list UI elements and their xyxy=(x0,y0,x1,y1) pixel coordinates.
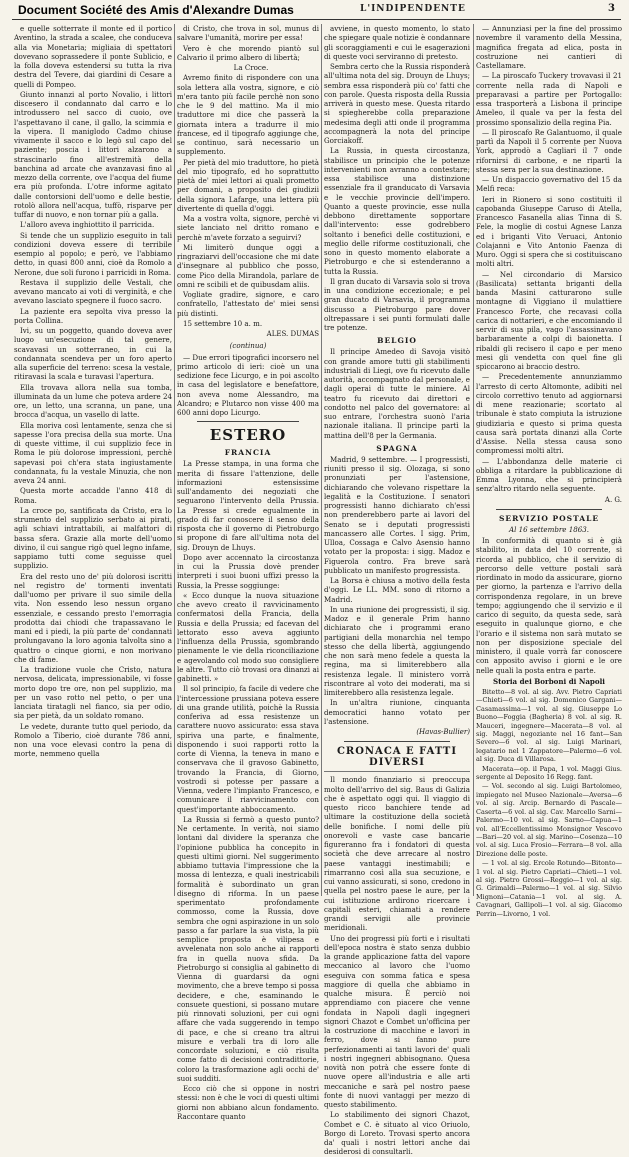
paragraph: Madrid, 9 settembre. — I progressisti, riuniti presso il sig. Olozaga, si sono pronunziati per l'astensione, dichiarando che volevano rispettare la legalità e la Costituzione. I senatori progressisti hanno dichiarato ch'essi non prenderebbero parte ai lavori del Senato se i deputati progressisti mancassero alle Cortes. I sigg. Prim, Ulloa, Cossaga e Calvo Asensio hanno votato per la proposta: i sigg. Madoz e Figuerola contro. Fra breve sarà pubblicato un manifesto progressista. xyxy=(324,454,470,575)
paragraph: Il mondo finanziario si preoccupa molto dell'arrivo del sig. Baus di Galizia che è aspettato oggi qui. Il viaggio di questo ricco banchiere tende ad ultimare la costituzione della società delle bonifiche. I nomi delle più onorevoli e vaste case bancarie figureranno fra i fondatori di questa società che deve arrecare al nostro paese vantaggi inestimabili; e rimarranno così alla sua secuzione, e cui vanno assicurati, si sono, credono in quella pel nostro paese le aure, per la cui istituzione ardirono ricercare i capitali esteri, chiamati a rendere grandi servigii alle provincie meridionali. xyxy=(324,775,470,933)
column-divider xyxy=(174,24,175,896)
paragraph: Uno dei progressi più forti e i risultati dell'epoca nostra è stato senza dubbio la grande applicazione fatta del vapore meccanico al lavoro che l'uomo eseguiva con somma fatica e spesa maggiore di quella che abbiamo in qualche misura. È perciò noi apprendiamo con piacere che venne fondata in Napoli dagli ingegneri signori Chazot e Combet un'officina per la costruzione di macchine e lavori in ferro, dove si fanno pure perfezionamenti ai tanti lavori de' quali i nostri ingegneri abbisognano. Quesa novità non potrà che essere fonte di nuove opere all'industria e alle arti meccaniche e sarà pel nostro paese fonte di nuovi vantaggi per mezzo di questo stabilimento. xyxy=(324,933,470,1109)
column-divider xyxy=(473,24,474,896)
separator xyxy=(496,509,602,510)
paragraph: Bitetto—8 vol. al sig. Avv. Pietro Capriati—Chieti—6 vol. al sig. Domenico Gargani—Casamassima—1 vol. al sig. Giuseppe Lo Buono—Foggia (Bagheria) 8 vol. al sig. R. Mauceri, ingegnere—Macerata—8 vol. al sig. Maggi, negoziante nel 16 fant—San Severo—6 vol. al sig. Luigi Marinari, legatario nel 1 Zappatore—Palermo—6 vol. al sig. Duca di Villarosa. xyxy=(476,688,622,764)
column-1 xyxy=(14,24,172,896)
section-title-spagna: SPAGNA xyxy=(376,443,418,453)
dateline: 15 settembre 10 a. m. xyxy=(183,318,263,328)
paragraph: La Borsa è chiusa a motivo della festa d'oggi. Le LL. MM. sono di ritorno a Madrid. xyxy=(324,576,470,604)
paragraph: Il gran ducato di Varsavia solo si trova in una condizione eccezionale; e pel gran ducato di Varsavia, il programma discusso a Pietroburgo pare dover oltrepassare i sei punti formulati dalle tre potenze. xyxy=(324,276,470,332)
paragraph: — Il piroscafo Re Galantuomo, il quale partì da Napoli il 5 corrente per Nuova York, approdò a Cagliari il 7 onde rifornirsi di carbone, e ne ripartì la stessa sera per la sua destinazione. xyxy=(476,127,622,174)
section-title-estero: ESTERO xyxy=(209,426,287,445)
paragraph: La croce po, santificata da Cristo, era lo strumento del supplizio serbato ai pirati, agli schiavi intrattabili, ai malfattori di bassa sfera. Grazie alla morte dell'uomo divino, il cui sangue rigò quel legno infame, sappiamo tutti come seguisse quel supplizio. xyxy=(14,505,172,571)
paragraph: Mi limiterò dunque oggi a ringraziarvi dell'occasione che mi date d'insegnare al pubblico che posso, come Pico della Mirandola, parlare de omni re scibili et de quibusdam aliis. xyxy=(177,242,319,289)
paragraph: In conformità di quanto si è già stabilito, in data del 10 corrente, si ricorda al pubblico, che il servizio di percorso delle vetture postali sarà riordinato in modo da assicurare, giorno per giorno, la partenza e l'arrivo della corrispondenza regolare, in un breve tempo; aggiungendo che il servizio e il carico di seguito, da questa sede, sarà eseguito in qualunque giorno, e che l'orario e il sistema non sarà mutato se non per disposizione speciale del ministero, il quale vorrà far conoscere con apposito avviso i giorni e le ore nelle quali la posta entra e parte. xyxy=(476,536,622,675)
paragraph: Dopo aver accennato la circostanza in cui la Prussia dovè prender interpreti i suoi buoni uffizi presso la Russia, la Presse soggiunge: xyxy=(177,552,319,590)
paragraph: — Nel circondario di Marsico (Basilicata) settanta briganti della banda Masini catturarono sulle montagne di Viggiano il mulattiere Francesco Forte, che recavasi colla carica di nottarieri, e che encomiando il servir di sua pila, vago l'assassinavano barbaramente a colpi di baionetta. I ribaldi gli recisero il capo e per meno mesi gli vendetta con quel fine gli spiccarono ai braccio destro. xyxy=(476,269,622,371)
paragraph: — Vol. secondo al sig. Luigi Bartolomeo, impiegato nel Museo Nazionale—Aversa—6 vol. al sig. Arcip. Bernardo di Pascale—Caserta—6 vol. al sig. Cav. Marcello Sarni—Palermo—10 vol. al sig. Sarno—Capua—1 vol. all'Eccellentissimo Monsignor Vescovo—Bari—20 vol. al sig. Marino—Cosenza—10 vol. al sig. Luca Frosio—Ferrara—8 vol. alla Direzione delle poste. xyxy=(476,782,622,858)
paragraph: Il sol principio, fa facile di vedere che l'intercessione prussiana poteva essere di una grande utilità, poichè la Russia conferiva ad essa resistenze un carattere nuovo assicurato: essa stava spiriva una parte, e finalmente, disponendo i suoi rapporti rotto la corte di Vienna, la teneva in mano e conservava che il gravoso Gabinetto, trovando la Francia, di Giorno, vostrodi si potesse per passare a Vienna, vedere l'impianto Francesco, e comunicare il riavvicinamento con quest'importante abboccamento. xyxy=(177,684,319,814)
paragraph: Ivi, su un poggetto, quando doveva aver luogo un'esecuzione di tal genere, scavavasi un sotterraneo, in cui la condannata scendeva per un foro aperto alla superficie del terreno: scesa la vestale, ritiravasi la scala e turavasi l'apertura. xyxy=(14,326,172,382)
paragraph: Il principe Amedeo di Savoja visitò con grande amore tutti gli stabilimenti industriali di Liegi, ove fu ricevuto dalle autorità, accompagnato dal personale, e dagli operai di tutte le miniere. Al teatro fu ricevuto dai direttori e condotto nel palco del governatore: al suo entrare, l'orchestra suonò l'aria nazionale italiana. Il principe partì la mattina dell'8 per la Germania. xyxy=(324,347,470,440)
paragraph: In un'altra riunione, cinquanta democratici hanno votato per l'astensione. xyxy=(324,698,470,726)
header-rule xyxy=(12,19,621,20)
column-4 xyxy=(476,24,622,918)
paragraph: Vogliate gradire, signore, e caro confratello, l'attestato de' miei sensi più distinti. xyxy=(177,290,319,318)
paragraph: Ella trovava allora nella sua tomba, illuminata da un lume che poteva ardere 24 ore, un letto, una scranna, un pane, una brocca d'acqua, un vasello di latte. xyxy=(14,382,172,420)
initials: A. G. xyxy=(604,495,622,504)
masthead: L'INDIPENDENTE xyxy=(360,4,466,14)
paragraph: Restava il supplizio delle Vestali, che avevano mancato ai voti di verginità, e che avevano lasciato spegnere il fuoco sacro. xyxy=(14,277,172,306)
separator xyxy=(197,421,299,422)
separator xyxy=(344,741,450,742)
paragraph: — L'abbondanza delle materie ci obbliga a ritardare la pubblicazione di Emma Lyonna, che si principierà senz'altro ritardo nella seguente. xyxy=(476,456,622,494)
paragraph: Si tende che un supplizio eseguito in tali condizioni doveva essere di terribile esempio al popolo; e però, ve l'abbiamo detto, in quasi 800 anni, cioè da Romolo a Nerone, due soli furono i parricidi in Roma. xyxy=(14,230,172,277)
paragraph: Avremo finito di rispondere con una sola lettera alla vostra, signore, e ciò m'era tanto più facile perchè non sono che le 9 del mattino. Ma il mio traduttore mi dice che passerà la giornata intera a tradurre il mio francese, ed il tipografo aggiunge che, se continuo, sarà necessario un supplemento. xyxy=(177,73,319,157)
postal-date: Al 16 settembre 1863. xyxy=(508,524,590,534)
column-2 xyxy=(177,24,319,1121)
subsection-title-storia: Storia dei Borboni di Napoli xyxy=(492,676,606,686)
paragraph: Le vedete, durante tutto quel periodo, da Romolo a Tiberio, cioè durante 786 anni, non una voce elevasi contro la pena di morte, nemmeno quella xyxy=(14,721,172,759)
paragraph: di Cristo, che trova in sol, munus di salvare l'umanità, morire per essa! xyxy=(177,24,319,43)
paragraph: « Ecco dunque la nuova situazione che avevo creato il ravvicinamento confermatosi della Francia, della Russia e della Prussia; ed facevan del lettorato esso aveva aggiunto l'influenza della Prussia, sgombrando pienamente le vie della riconciliazione e agevolando col modo suo consigliere le altre. Tutto ciò trovasi ora dinanzi ai gabinetti. » xyxy=(177,590,319,683)
paragraph: Era del resto uno de' più dolorosi iscritti nel registro de' tormenti inventati dall'uomo per privare il suo simile della vita. Non essendo leso nessun organo essenziale, e cessando presto l'emorragia prodotta dai chiodi che trapassavano le mani ed i piedi, la più parte de' condannati prolungavano la loro agonia talvolta sino a quattro o cinque giorni, e non morivano che di fame. xyxy=(14,571,172,664)
paragraph: La paziente era sepolta viva presso la porta Collina. xyxy=(14,306,172,325)
paragraph: Sembra certo che la Russia risponderà all'ultima nota del sig. Drouyn de Lhuys; sembra essa risponderà più co' fatti che con parole. Questa risposta della Russia arriverà in questo mese. Questa ritardo si spiegherebbe colla preparazione medesima degli atti onde il programma accompagnerà la nota del principe Gorciakoff. xyxy=(324,62,470,145)
banner-label: Document Société des Amis d'Alexandre Dumas xyxy=(18,3,294,17)
paragraph: La tradizione vuole che Cristo, natura nervosa, delicata, impressionabile, vi fosse morto dopo tre ore, non pel supplizio, ma per un vaso rotto nel petto, o per una lanciata tiratagli nel fianco, sia per odio, sia per pietà, da un soldato romano. xyxy=(14,665,172,721)
paragraph: La Presse stampa, in una forma che merita di fissare l'attenzione, delle informazioni estensissime sull'andamento dei negoziati che seguarono l'intervento della Prussia. La Presse si crede egualmente in grado di far conoscere il senso della risposta che il governo di Pietroburgo si propone di fare all'ultima nota del sig. Drouyn de Lhuys. xyxy=(177,459,319,552)
paragraph: Questa morte accadde l'anno 418 di Roma. xyxy=(14,486,172,505)
separator xyxy=(324,771,470,772)
paragraph: Vero è che morendo piantò sul Calvario il primo albero di libertà; xyxy=(177,43,319,62)
subsection-title-francia: FRANCIA xyxy=(224,448,272,458)
paragraph: La Russia, in questa circostanza, stabilisce un principio che le potenze intervenienti non avranno a contestare; essa stabilisce una distinzione essenziale fra il granducato di Varsavia e le vecchie provincie dell'impero. Quanto a queste provincie, esse nulla debbono direttamente sopportare dall'intervento: esse godrebbero soltanto i benefici delle costituzioni, e meglio delle riforme costituzionali, che sono in questo momento elaborate a Pietroburgo e che si estenderanno a tutta la Russia. xyxy=(324,146,470,276)
paragraph: — Annunziasi per la fine del prossimo novembre il varamento della Messina, magnifica fregata ad elica, posta in costruzione nei cantieri di Castellamare. xyxy=(476,24,622,70)
news-source: (Havas-Bullier) xyxy=(416,728,470,736)
section-title-servizio-postale: SERVIZIO POSTALE xyxy=(498,513,600,523)
paragraph: Giunto innanzi al porto Novalio, i littori discesero il condannato dal carro e lo introdussero nel sacco di cuoio, ove l'aspettavano il cane, il gallo, la scimmia e la vipera. Il maniglodo Cadmo chiuse vivamente il sacco e lo legò sul capo del paziente; poscia i littori alzarono a strascinarlo fino all'estremità della banchina ad arcate che avanzavasi fino al mezzo della corrente, ove l'acqua del fiume era più profonda. L'otre informe agitato dalle contorsioni dell'uomo e delle bestie, rotolò allora nell'acqua, tuffò, risparve per tuffar di nuovo, e non tornar più a galla. xyxy=(14,89,172,219)
paragraph: In una riunione dei progressisti, il sig. Madoz e il generale Prim hanno dichiarato che i programmi erano partigiani della monarchia nel tempo stesso che della libertà, aggiungendo che non sarà meno fedele a questa la regina, ma si limiterebbero alla resistenza legale. Il ministero vorrà riscontrare al voto dei moderati, ma si limiterebbero alla resistenza legale. xyxy=(324,604,470,697)
column-3 xyxy=(324,24,470,1157)
paragraph: Ma a vostra volta, signore, perchè vi siete lanciato nel dritto romano e perchè m'avete forzato a seguirvi? xyxy=(177,214,319,242)
page-number: 3 xyxy=(608,3,615,14)
paragraph: L'alloro aveva inghiottito il parricida. xyxy=(20,220,155,230)
section-title-belgio: BELGIO xyxy=(377,336,417,346)
paragraph: avviene, in questo momento, lo stato che spiegare quale notizie è condannare gli scoraggiamenti e cui le esagerazioni di queste voci serviranno di pretesto. xyxy=(324,24,470,61)
paragraph: — Un dispaccio governativo del 15 da Melfi reca: xyxy=(476,175,622,194)
banner xyxy=(0,0,629,20)
section-title-cronaca: CRONACA E FATTI DIVERSI xyxy=(336,746,458,769)
continua-label: (continua) xyxy=(229,341,267,351)
paragraph: La Russia si fermò a questo punto? Ne certamente. In verità, noi siamo lontani dal dividere la speranza che l'opinione pubblica ha concepito in questi ultimi giorni. Nel suggerimento abbiamo tuttavia l'impressione che la mossa di lentezza, e quali inestricabili formalità è subordinato un gran disegno di riforma. In un paese sperimentato profondamente commosso, come la Russia, dove sembra che ogni aspirazione in un solo passo a far parlare la sua vista, la più semplice proposta è vilipesa e avvelenata non solo anche ai rapporti fra in quella nuova sfida. Da Pietroburgo si consiglia al gabinetto di Vienna di guardarsi da ogni movimento, che a breve tempo si possa decidere, e che, esaminando le consuete questioni, si possano mutare più rinnovati soluzioni, per cui ogni affare che vada suggerendo in tempo di pace, e che si creano tra altrui misure e verbali tra di loro alle concordate soluzioni, e ciò risulta come fatto di decisioni contradittorie, coloro la trasformazione agli occhi de' suoi sudditi. xyxy=(177,814,319,1083)
paragraph: Per pietà del mio traduttore, ho pietà del mio tipografo, ed ho soprattutto pietà de' miei lettori ai quali prometto per domani, a proposito dei giudizii della signora Lafarge, una lettera più divertente di quella d'oggi. xyxy=(177,157,319,213)
paragraph: La Croce. xyxy=(233,63,269,72)
paragraph: — La piroscafo Tuckery trovavasi il 21 corrente nella rada di Napoli e preparavasi a partire per Portogallo: essa trasporterà a Lisbona il principe Ameleo, il quale va per la festa del prossimo sponsalizio della regina Pia. xyxy=(476,71,622,127)
paragraph: Ieri in Rionero si sono costituiti il capobanda Giuseppe Caruso di Atella, Francesco Fasanella alias Tinna di S. Fele, la moglie di costui Agnese Lanza ed i briganti Vito Veruaci, Antonio Colajanni e Vito Antonio Faenza di Muro. Oggi si spera che si costituiscano molti altri. xyxy=(476,194,622,269)
paragraph: e quelle sotterrate il monte ed il portico Aventino, la strada a scalee, che conduceva alla via Monetaria; migliaia di spettatori dovevano soprassedere il ponte Sublicio, e la folla doveva estendersi su tutta la riva destra del Tevere, dai giardini di Cesare a quelli di Pompeo. xyxy=(14,24,172,89)
paragraph: — 1 vol. al sig. Ercole Rotundo—Bitonto—1 vol. al sig. Pietro Capriati—Chieti—1 vol. al sig. Pietro Grossi—Reggio—1 vol. al sig. G. Grimaldi—Palermo—1 vol. al sig. Silvio Mignoni—Catania—1 vol. al sig. A. Cavagnari, Gallipoli—1 vol. al sig. Giacomo Perrin—Livorno, 1 vol. xyxy=(476,859,622,918)
paragraph: Macerata—op. il Papa, 1 vol. Maggi Gius. sergente al Deposito 16 Regg. fant. xyxy=(476,764,622,782)
signature: ALES. DUMAS xyxy=(266,330,319,338)
paragraph: Ella moriva così lentamente, senza che si sapesse l'ora precisa della sua morte. Una di queste vittime, il cui supplizio fece in Roma le più dolorose impressioni, perchè sapevasi poi ch'era stata ingiustamente condannata, fu la vestale Minuzia, che non aveva 24 anni. xyxy=(14,420,172,485)
paragraph: — Precedentemente annunziammo l'arresto di certo Altomonte, adibiti nel circolo correttivo tenuto ad aggiornarsi di mene reazionarie; scortato al tribunale è stato compiuta la istruzione giudiziaria e questo si prima questa causa sarà portata dinanzi alla Corte d'Assise. Nella stessa causa sono compromessi molti altri. xyxy=(476,372,622,456)
errata-note: — Due errori tipografici incorsero nel primo articolo di ieri: cioè un una sedizione fece Licurgo, e in poi ascolto in casa del legislatore e benefattore, non aveva nome Alessandro, ma Alcandro; e Plutarco non visse 400 ma 600 anni dopo Licurgo. xyxy=(177,352,319,417)
column-divider xyxy=(321,24,322,896)
paragraph: Lo stabilimento dei signori Chazot, Combet e C. è situato al vico Oriuolo, Borgo di Loreto. Trovasi sperto ancora da' quali i nostri lettori anche dai desiderosi di consultarli. xyxy=(324,1110,470,1157)
paragraph: Ecco ciò che si oppone in nostri stessi: non è che le voci di questi ultimi giorni non abbiano alcun fondamento. Raccontare quanto xyxy=(177,1084,319,1121)
